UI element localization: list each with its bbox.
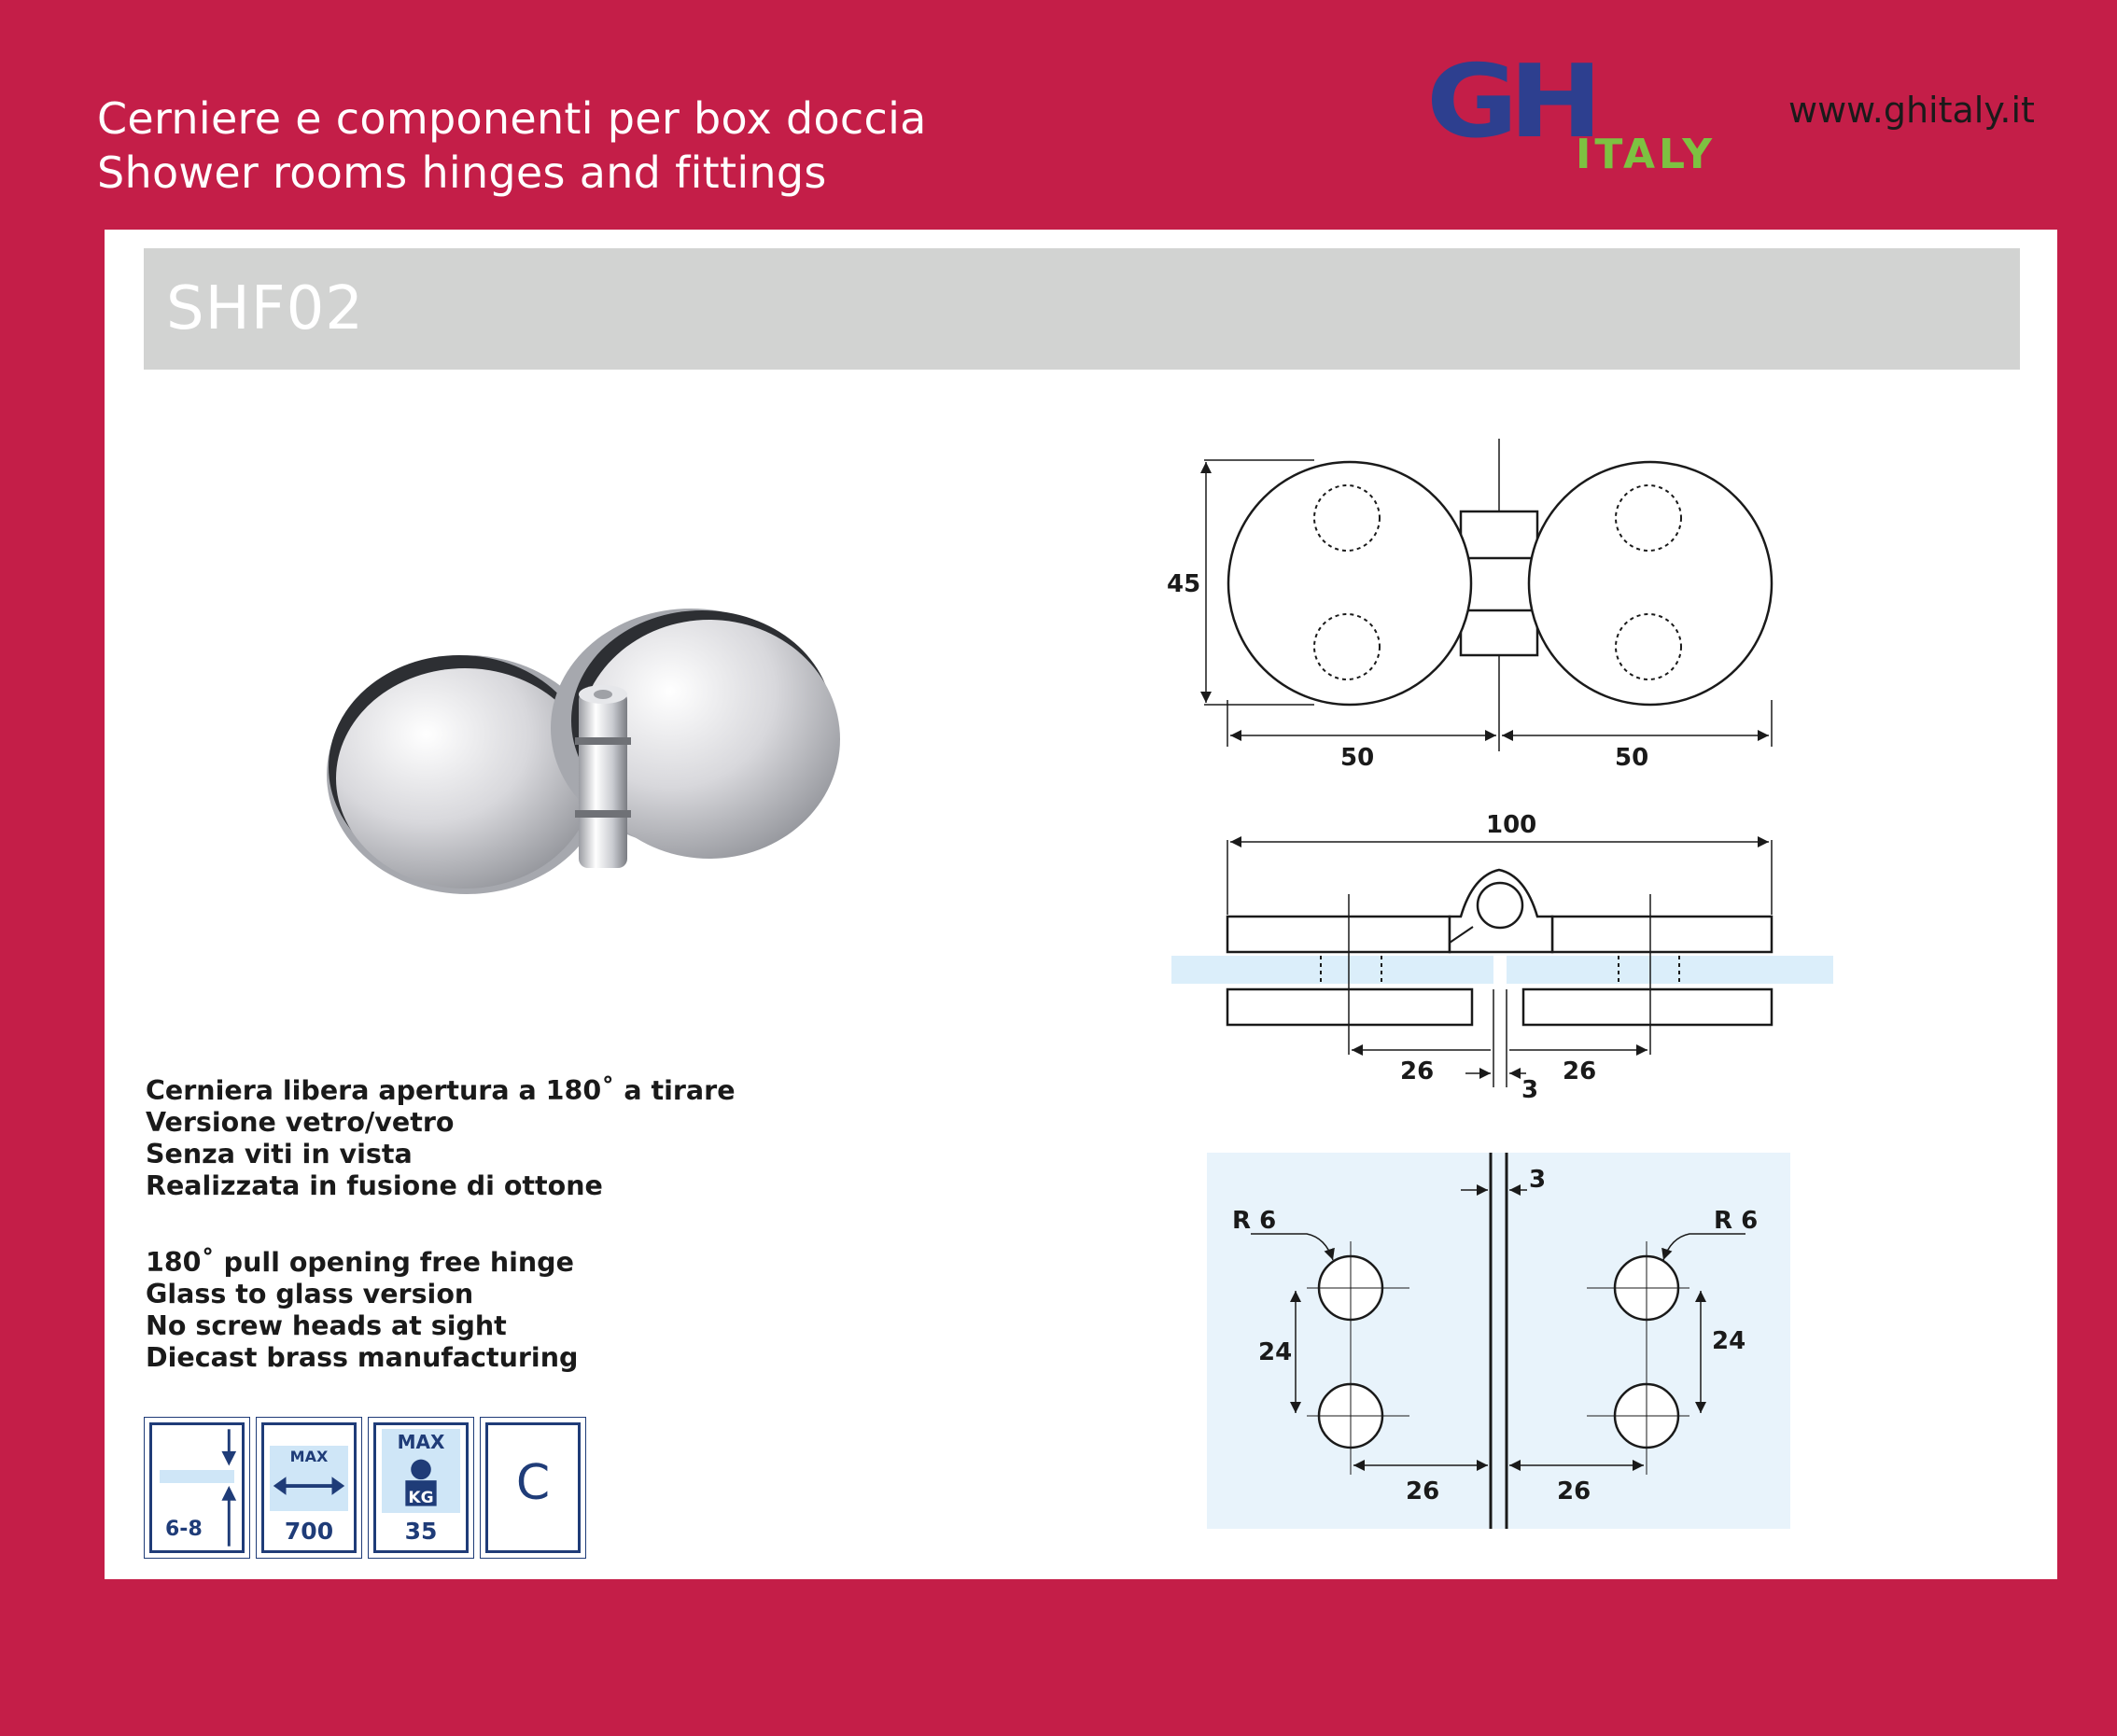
description-it-line: Senza viti in vista [146, 1139, 413, 1169]
description-it-line: Cerniera libera apertura a 180˚ a tirare [146, 1075, 736, 1106]
description-it-line: Versione vetro/vetro [146, 1107, 455, 1138]
logo-sub: ITALY [1576, 131, 1717, 175]
dim-width-right: 50 [1615, 744, 1649, 772]
dim-offset-left: 26 [1406, 1477, 1440, 1505]
dim-height: 45 [1167, 570, 1201, 598]
dim-radius-right: R 6 [1714, 1207, 1759, 1235]
website-link[interactable]: www.ghitaly.it [1788, 90, 2035, 131]
dim-radius-left: R 6 [1232, 1207, 1277, 1235]
glass-right [1507, 956, 1833, 984]
technical-drawings [1157, 429, 1848, 1540]
top-view-left-plate [1228, 462, 1471, 705]
glass-left [1171, 956, 1493, 984]
dim-spacing-right: 24 [1712, 1327, 1746, 1355]
dim-gap: 3 [1529, 1166, 1547, 1194]
dim-gap: 3 [1521, 1076, 1539, 1104]
dim-total-width: 100 [1486, 811, 1537, 839]
ghitaly-logo [1426, 54, 1762, 175]
description-en-line: Glass to glass version [146, 1279, 474, 1309]
spec-icons [144, 1417, 586, 1562]
max-weight-label: MAX [397, 1431, 445, 1453]
logo-main: GH [1426, 54, 1593, 161]
drawing-top-view [1204, 439, 1772, 751]
dim-offset-left: 26 [1400, 1057, 1435, 1085]
dim-spacing-left: 24 [1258, 1338, 1293, 1366]
certification-letter: C [515, 1455, 551, 1511]
product-photo [299, 579, 877, 924]
max-width-value: 700 [284, 1518, 334, 1545]
top-view-right-plate [1529, 462, 1772, 705]
glass-thickness-icon [144, 1417, 250, 1559]
top-view-knuckle [1461, 511, 1537, 655]
dim-offset-right: 26 [1563, 1057, 1597, 1085]
glass-thickness-value: 6-8 [165, 1518, 203, 1541]
glass-panel-area [1207, 1153, 1790, 1529]
drawing-glass-cutout [1207, 1153, 1790, 1529]
certification-icon [480, 1417, 586, 1559]
product-code: SHF02 [166, 274, 364, 343]
drawing-side-view [1171, 840, 1833, 1087]
max-width-label: MAX [289, 1448, 329, 1465]
photo-hinge-knuckle [575, 685, 631, 868]
weight-unit-label: KG [408, 1489, 434, 1507]
title-bar [144, 248, 2020, 370]
description-en-line: No screw heads at sight [146, 1310, 507, 1341]
max-weight-value: 35 [404, 1518, 438, 1545]
header-title-it: Cerniere e componenti per box doccia [97, 93, 927, 144]
description-en-line: Diecast brass manufacturing [146, 1342, 579, 1373]
header-title-en: Shower rooms hinges and fittings [97, 147, 827, 198]
max-weight-icon [368, 1417, 474, 1559]
dim-offset-right: 26 [1557, 1477, 1591, 1505]
dim-width-left: 50 [1340, 744, 1375, 772]
description-it-line: Realizzata in fusione di ottone [146, 1170, 603, 1201]
max-width-icon [256, 1417, 362, 1559]
description-en-line: 180˚ pull opening free hinge [146, 1247, 574, 1278]
